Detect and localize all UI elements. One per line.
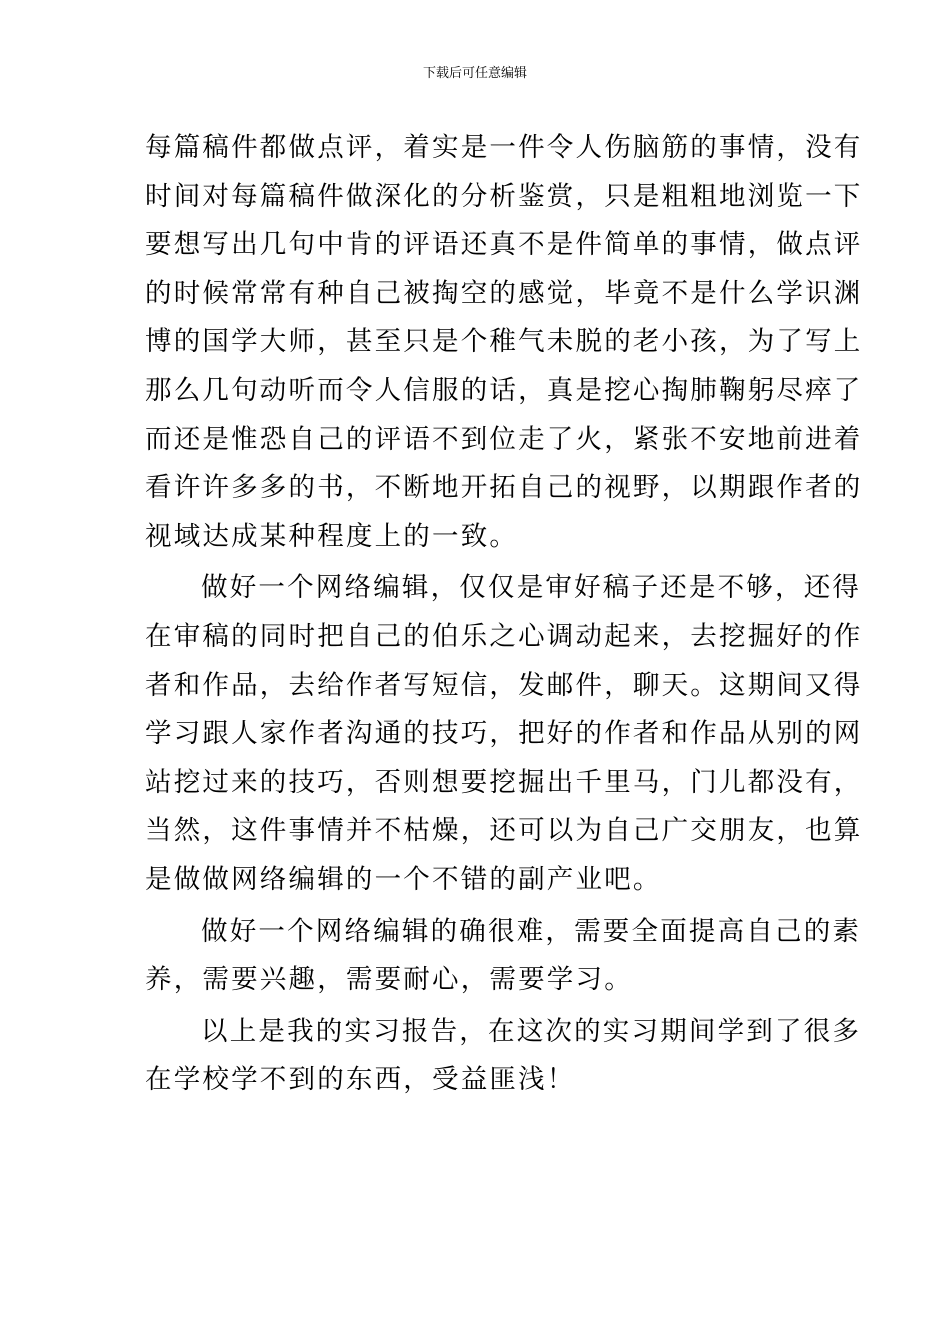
paragraph-line: 看许许多多的书，不断地开拓自己的视野，以期跟作者的 [145, 472, 863, 504]
paragraph-line: 而还是惟恐自己的评语不到位走了火，紧张不安地前进着 [145, 423, 863, 455]
paragraph-3 [145, 908, 862, 1005]
paragraph-2 [145, 564, 863, 904]
paragraph-line: 当然，这件事情并不枯燥，还可以为自己广交朋友，也算 [145, 815, 863, 847]
paragraph-line: 是做做网络编辑的一个不错的副产业吧。 [145, 863, 662, 895]
paragraph-line: 以上是我的实习报告，在这次的实习期间学到了很多 [201, 1015, 862, 1047]
paragraph-line: 时间对每篇稿件做深化的分析鉴赏，只是粗粗地浏览一下 [145, 180, 863, 212]
paragraph-line: 做好一个网络编辑的确很难，需要全面提高自己的素 [201, 915, 862, 947]
paragraph-line: 做好一个网络编辑，仅仅是审好稿子还是不够，还得 [201, 572, 862, 604]
paragraph-line: 的时候常常有种自己被掏空的感觉，毕竟不是什么学识渊 [145, 277, 863, 309]
paragraph-1 [145, 124, 863, 561]
page-header: 下载后可任意编辑 [422, 66, 527, 81]
paragraph-line: 那么几句动听而令人信服的话，真是挖心掏肺鞠躬尽瘁了 [145, 374, 863, 406]
paragraph-line: 者和作品，去给作者写短信，发邮件，聊天。这期间又得 [145, 669, 863, 701]
document-body [145, 124, 863, 1105]
paragraph-line: 视域达成某种程度上的一致。 [145, 520, 519, 552]
paragraph-line: 每篇稿件都做点评，着实是一件令人伤脑筋的事情，没有 [145, 132, 863, 163]
paragraph-line: 要想写出几句中肯的评语还真不是件简单的事情，做点评 [145, 229, 863, 261]
paragraph-line: 学习跟人家作者沟通的技巧，把好的作者和作品从别的网 [145, 718, 863, 750]
paragraph-line: 养，需要兴趣，需要耐心，需要学习。 [145, 964, 633, 996]
paragraph-line: 博的国学大师，甚至只是个稚气未脱的老小孩，为了写上 [145, 326, 863, 358]
paragraph-line: 站挖过来的技巧，否则想要挖掘出千里马，门儿都没有， [145, 766, 863, 798]
paragraph-line: 在学校学不到的东西，受益匪浅！ [145, 1064, 576, 1096]
paragraph-line: 在审稿的同时把自己的伯乐之心调动起来，去挖掘好的作 [145, 620, 863, 652]
paragraph-4 [145, 1008, 862, 1105]
